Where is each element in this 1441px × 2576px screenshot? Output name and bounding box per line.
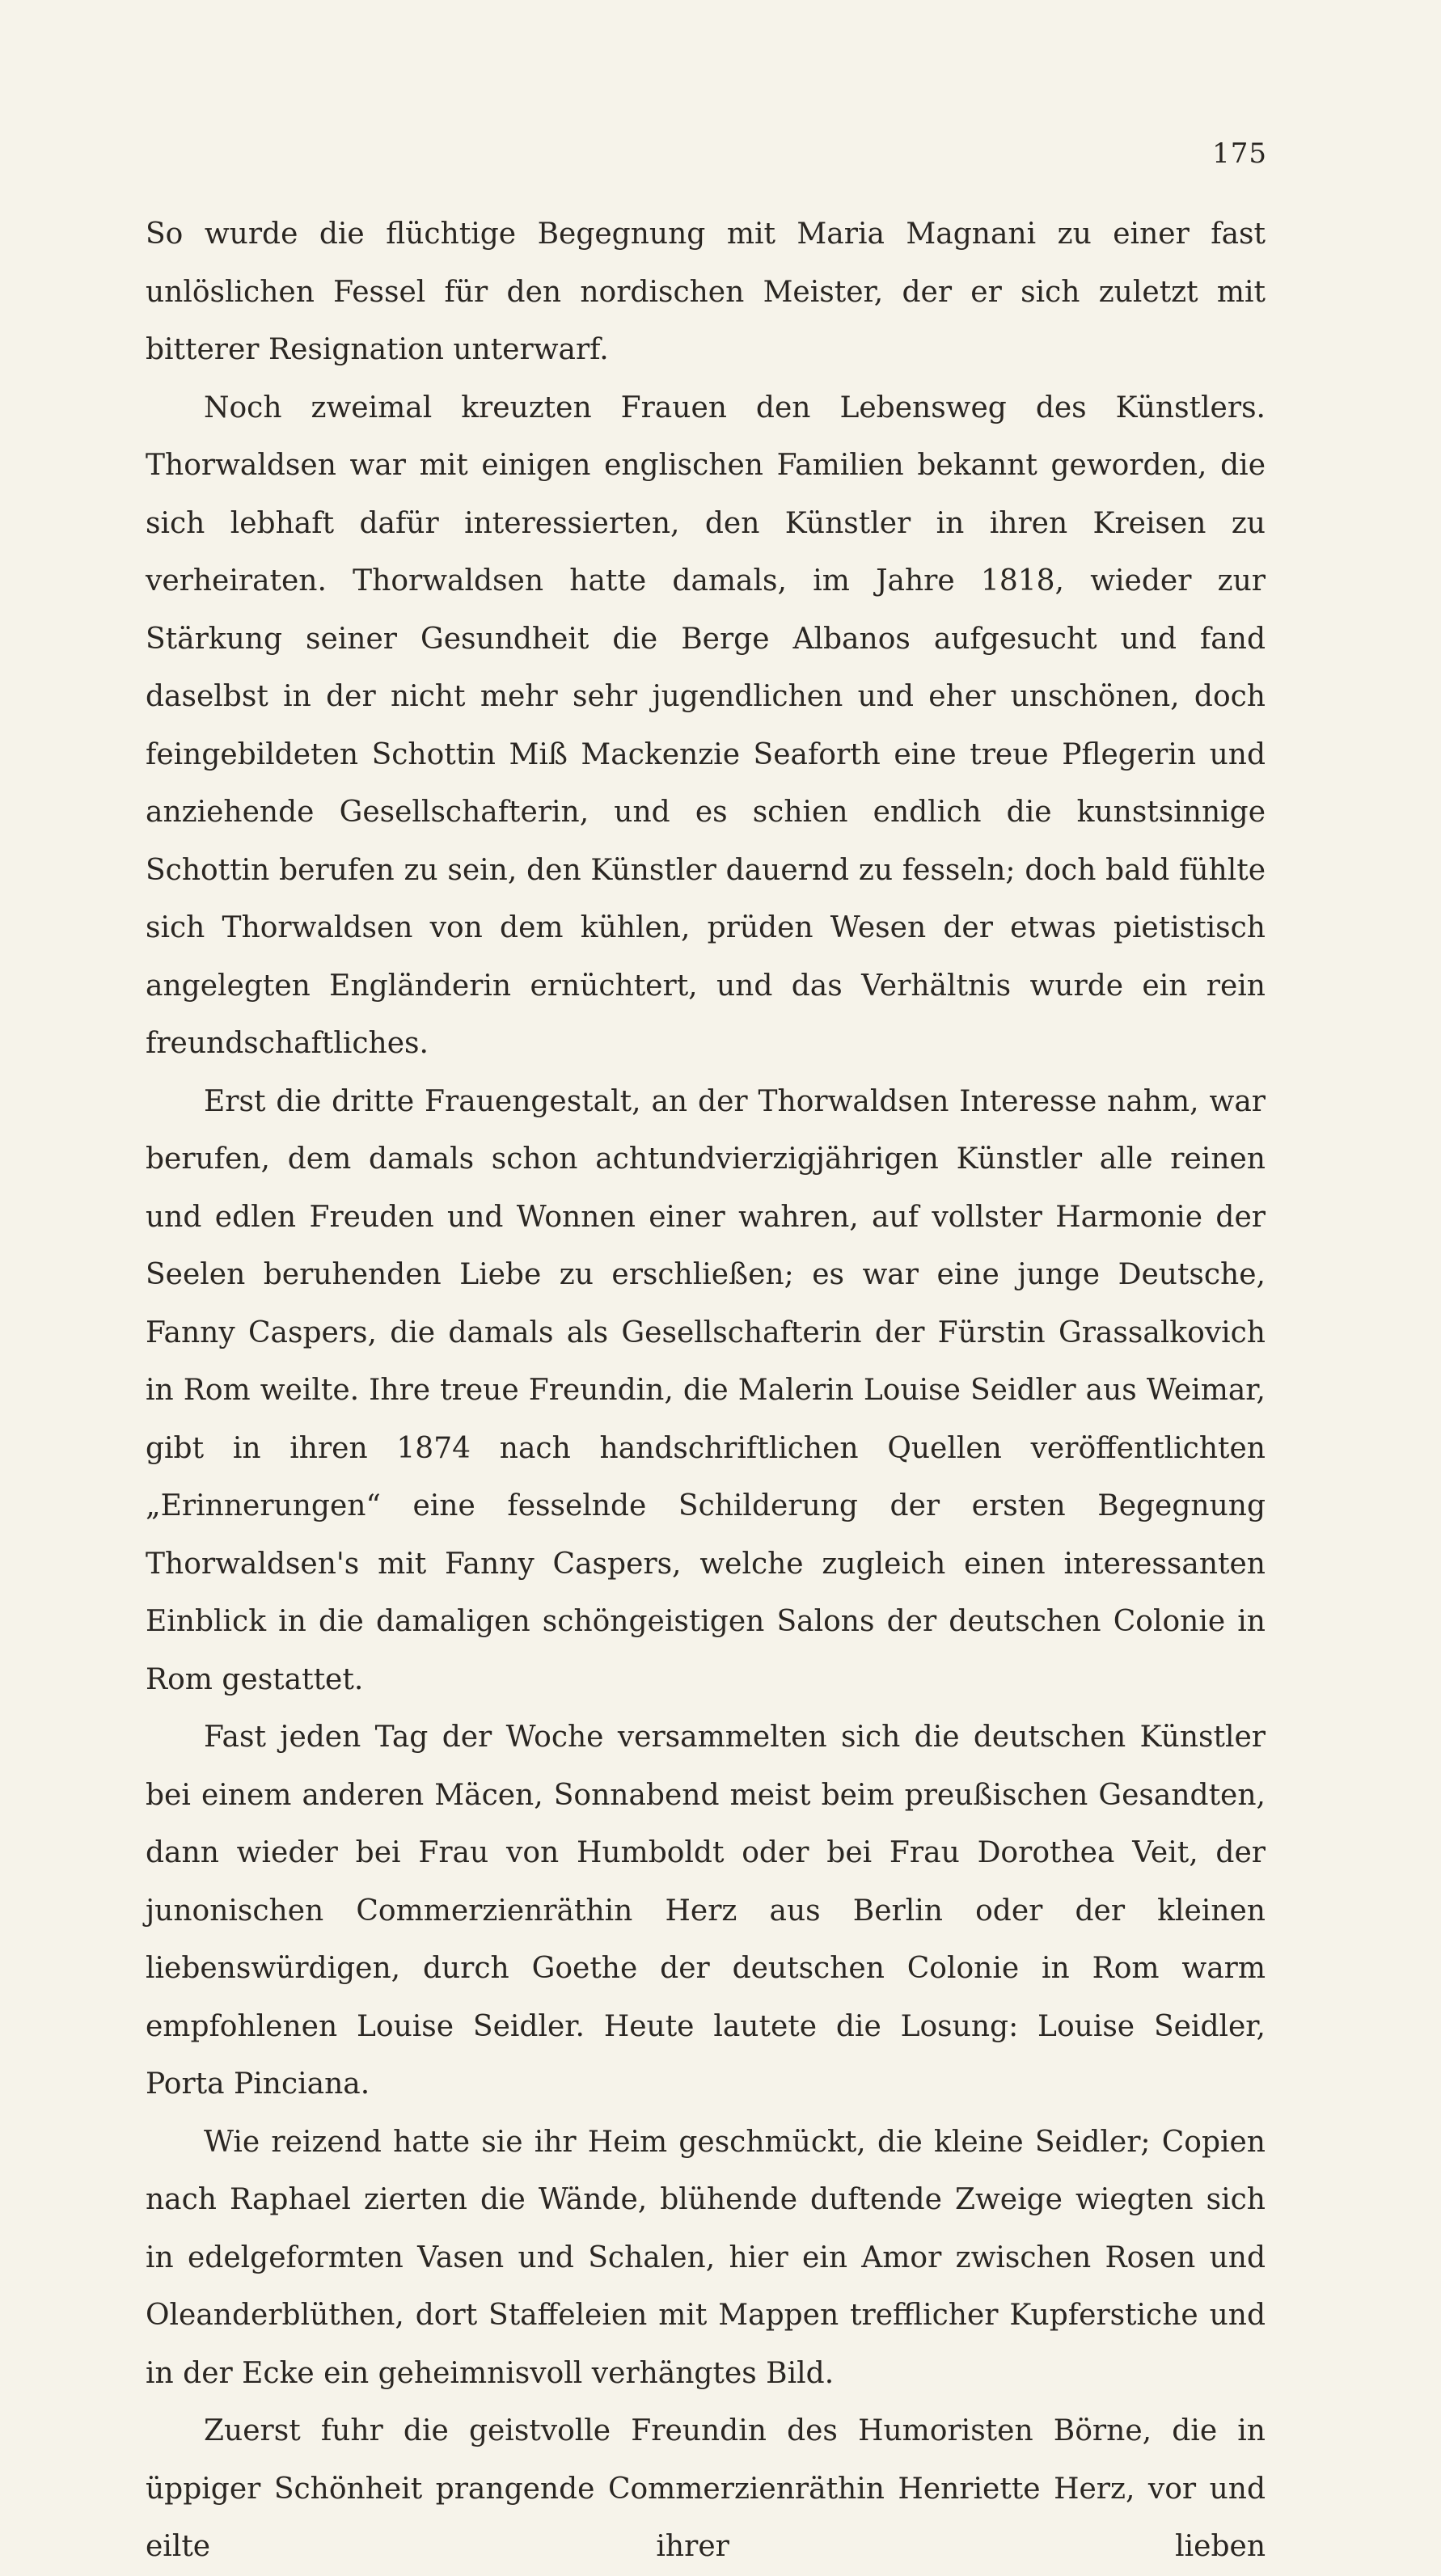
paragraph-5: Wie reizend hatte sie ihr Heim geschmückt, die kleine Seidler; Copien nach Raphael zierten die Wände, blühende duftende Zweige wiegten sich in edelgeformten Vasen und Schalen, hier ein Amor zwischen Rosen und Oleanderblüthen, dort Staffeleien mit Mappen trefflicher Kupferstiche und in der Ecke ein geheimnisvoll verhängtes Bild. xyxy=(146,2125,1266,2390)
paragraph-1: So wurde die flüchtige Begegnung mit Maria Magnani zu einer fast unlöslichen Fessel für den nordischen Meister, der er sich zuletzt mit bitterer Resignation unterwarf. xyxy=(146,217,1266,366)
page-number: 175 xyxy=(1212,137,1267,170)
paragraph-3: Erst die dritte Frauengestalt, an der Thorwaldsen Interesse nahm, war berufen, dem damals schon achtundvierzigjährigen Künstler alle reinen und edlen Freuden und Wonnen einer wahren, auf vollster Harmonie der Seelen beruhenden Liebe zu erschließen; es war eine junge Deutsche, Fanny Caspers, die damals als Gesellschafterin der Fürstin Grassalkovich in Rom weilte. Ihre treue Freundin, die Malerin Louise Seidler aus Weimar, gibt in ihren 1874 nach handschriftlichen Quellen veröffentlichten „Erinnerungen“ eine fesselnde Schilderung der ersten Begegnung Thorwaldsen's mit Fanny Caspers, welche zugleich einen interessanten Einblick in die damaligen schöngeistigen Salons der deutschen Colonie in Rom gestattet. xyxy=(146,1084,1266,1696)
paragraph-2: Noch zweimal kreuzten Frauen den Lebensweg des Künstlers. Thorwaldsen war mit einigen englischen Familien bekannt geworden, die sich lebhaft dafür interessierten, den Künstler in ihren Kreisen zu verheiraten. Thorwaldsen hatte damals, im Jahre 1818, wieder zur Stärkung seiner Gesundheit die Berge Albanos aufgesucht und fand daselbst in der nicht mehr sehr jugendlichen und eher unschönen, doch feingebildeten Schottin Miß Mackenzie Seaforth eine treue Pflegerin und anziehende Gesellschafterin, und es schien endlich die kunstsinnige Schottin berufen zu sein, den Künstler dauernd zu fesseln; doch bald fühlte sich Thorwaldsen von dem kühlen, prüden Wesen der etwas pietistisch angelegten Engländerin ernüchtert, und das Verhältnis wurde ein rein freundschaftliches. xyxy=(146,391,1266,1060)
body-text xyxy=(146,205,1266,2576)
paragraph-4: Fast jeden Tag der Woche versammelten sich die deutschen Künstler bei einem anderen Mäcen, Sonnabend meist beim preußischen Gesandten, dann wieder bei Frau von Humboldt oder bei Frau Dorothea Veit, der junonischen Commerzienräthin Herz aus Berlin oder der kleinen liebenswürdigen, durch Goethe der deutschen Colonie in Rom warm empfohlenen Louise Seidler. Heute lautete die Losung: Louise Seidler, Porta Pinciana. xyxy=(146,1721,1266,2101)
paragraph-6: Zuerst fuhr die geistvolle Freundin des Humoristen Börne, die in üppiger Schönheit prangende Commerzienräthin Henriette Herz, vor und eilte ihrer lieben xyxy=(146,2414,1266,2563)
